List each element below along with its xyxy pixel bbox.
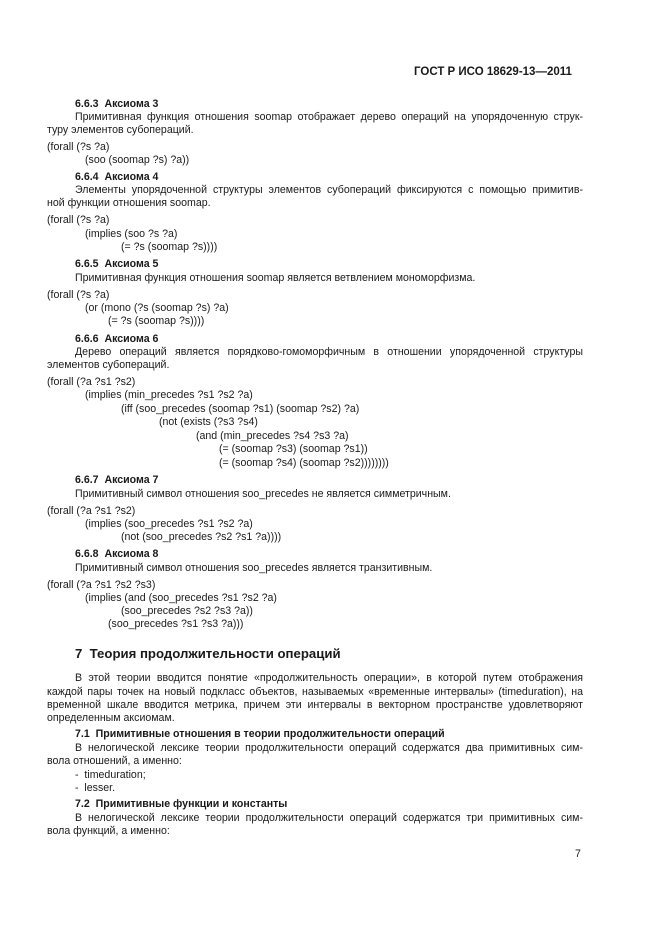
code-line: (forall (?a ?s1 ?s2) — [47, 376, 136, 388]
text-line: вола отношений, а именно: — [47, 755, 182, 767]
text-line: Элементы упорядоченной структуры элементов субопераций фиксируются с помощью примитив- — [75, 184, 583, 196]
text-line: Примитивная функция отношения soomap является ветвлением мономорфизма. — [75, 272, 476, 284]
code-line: (or (mono (?s (soomap ?s) ?a) — [85, 302, 229, 314]
code-line: (soo_precedes ?s1 ?s3 ?a))) — [108, 618, 244, 630]
chapter-heading: 7 Теория продолжительности операций — [75, 646, 341, 661]
text-line: В нелогической лексике теории продолжительности операций содержатся два примитивных сим- — [75, 742, 583, 754]
code-line: (forall (?s ?a) — [47, 289, 110, 301]
text-line: Примитивный символ отношения soo_precedes не является симметричным. — [75, 488, 451, 500]
section-heading: 7.1 Примитивные отношения в теории продолжительности операций — [75, 728, 445, 740]
code-line: (implies (min_precedes ?s1 ?s2 ?a) — [85, 389, 253, 401]
section-heading: 6.6.7 Аксиома 7 — [75, 474, 159, 486]
code-line: (implies (and (soo_precedes ?s1 ?s2 ?a) — [85, 592, 277, 604]
code-line: (not (exists (?s3 ?s4) — [159, 416, 258, 428]
text-line: Дерево операций является порядково-гомоморфичным в отношении упорядоченной структуры — [75, 346, 583, 358]
code-line: (iff (soo_precedes (soomap ?s1) (soomap ?s2) ?a) — [121, 403, 360, 415]
text-line: Примитивная функция отношения soomap отображает дерево операций на упорядоченную струк- — [75, 111, 583, 123]
page-number: 7 — [575, 848, 581, 860]
text-line: временной шкале вводится метрика, причем эти интервалы в векторном пространстве удовлетворяют — [47, 699, 583, 711]
section-heading: 6.6.5 Аксиома 5 — [75, 258, 159, 270]
code-line: (implies (soo ?s ?a) — [85, 228, 178, 240]
code-line: (and (min_precedes ?s4 ?s3 ?a) — [196, 430, 349, 442]
code-line: (not (soo_precedes ?s2 ?s1 ?a)))) — [121, 531, 282, 543]
text-line: В нелогической лексике теории продолжительности операций содержатся три примитивных сим- — [75, 812, 583, 824]
code-line: (forall (?a ?s1 ?s2) — [47, 505, 136, 517]
code-line: (forall (?a ?s1 ?s2 ?s3) — [47, 579, 156, 591]
code-line: (= (soomap ?s4) (soomap ?s2)))))))) — [219, 457, 389, 469]
text-line: В этой теории вводится понятие «продолжительность операции», в которой путем отображения — [75, 672, 583, 684]
text-line: определенным аксиомам. — [47, 712, 175, 724]
code-line: (forall (?s ?a) — [47, 141, 110, 153]
code-line: (= ?s (soomap ?s)))) — [121, 241, 218, 253]
code-line: (= (soomap ?s3) (soomap ?s1)) — [219, 443, 368, 455]
text-line: вола функций, а именно: — [47, 825, 170, 837]
section-heading: 6.6.4 Аксиома 4 — [75, 171, 159, 183]
text-line: - timeduration; — [75, 769, 146, 781]
code-line: (implies (soo_precedes ?s1 ?s2 ?a) — [85, 518, 253, 530]
text-line: Примитивный символ отношения soo_precedes является транзитивным. — [75, 562, 433, 574]
text-line: элементов субопераций. — [47, 359, 170, 371]
code-line: (soo_precedes ?s2 ?s3 ?a)) — [121, 605, 253, 617]
section-heading: 6.6.6 Аксиома 6 — [75, 333, 159, 345]
page-header: ГОСТ Р ИСО 18629-13—2011 — [414, 66, 572, 78]
text-line: туру элементов субопераций. — [47, 124, 194, 136]
section-heading: 7.2 Примитивные функции и константы — [75, 798, 288, 810]
code-line: (soo (soomap ?s) ?a)) — [85, 154, 190, 166]
code-line: (forall (?s ?a) — [47, 214, 110, 226]
text-line: каждой пары точек на новый подкласс объектов, называемых «временные интервалы» (timeduration), на — [47, 686, 583, 698]
code-line: (= ?s (soomap ?s)))) — [108, 315, 205, 327]
section-heading: 6.6.3 Аксиома 3 — [75, 98, 159, 110]
text-line: - lesser. — [75, 782, 116, 794]
section-heading: 6.6.8 Аксиома 8 — [75, 548, 159, 560]
text-line: ной функции отношения soomap. — [47, 197, 211, 209]
